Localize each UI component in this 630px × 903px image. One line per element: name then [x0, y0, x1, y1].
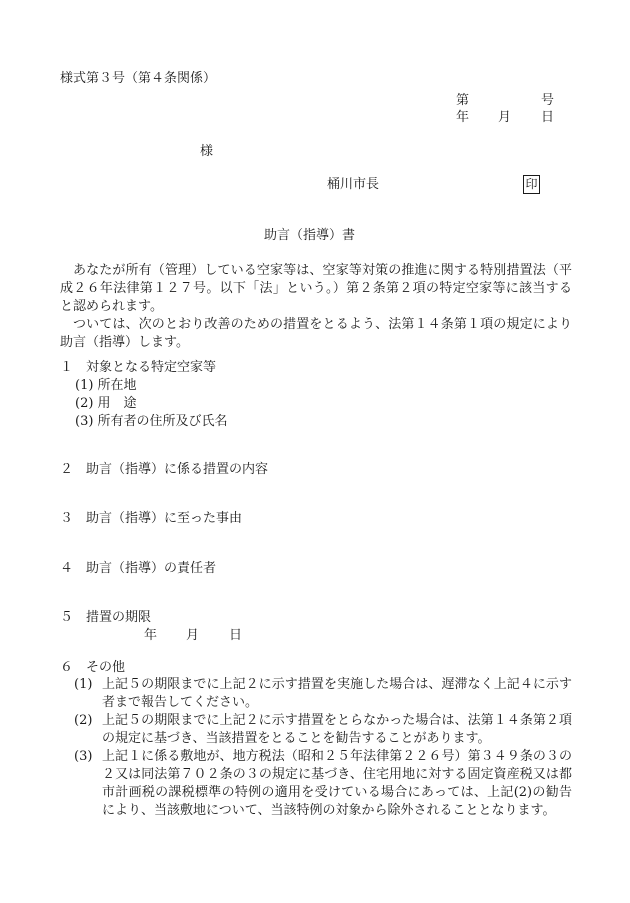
item-text: 上記５の期限までに上記２に示す措置を実施した場合は、遅滞なく上記４に示す者まで報告してください。	[102, 677, 572, 710]
issue-year-label: 年	[456, 110, 470, 125]
section-3-heading: ３ 助言（指導）に至った事由	[60, 511, 243, 526]
issue-number-prefix: 第	[456, 93, 470, 108]
section-6-item-2	[74, 712, 572, 748]
section-6-item-1	[74, 676, 572, 712]
issue-day-label: 日	[541, 110, 555, 125]
item-text: 上記１に係る敷地が、地方税法（昭和２５年法律第２２６号）第３４９条の３の２又は同法第７０２条の３の規定に基づき、住宅用地に対する固定資産税又は都市計画税の課税標準の特例の適用を受けている場合にあっては、上記(2)の勧告により、当該敷地について、当該特例の対象から除外されることとなります。	[102, 749, 572, 818]
issue-month-label: 月	[498, 110, 512, 125]
seal-mark: 印	[523, 175, 540, 194]
addressee-honorific: 様	[200, 144, 214, 159]
document-title: 助言（指導）書	[264, 228, 356, 243]
form-header: 様式第３号（第４条関係）	[60, 71, 217, 86]
section-5-heading: ５ 措置の期限	[60, 610, 152, 625]
section-6-heading: ６ その他	[60, 660, 126, 675]
section-6-item-3	[74, 748, 572, 820]
body-paragraph-1: あなたが所有（管理）している空家等は、空家等対策の推進に関する特別措置法（平成２６年法律第１２７号。以下「法」という。）第２条第２項の特定空家等に該当すると認められます。	[60, 263, 572, 314]
issuer-name: 桶川市長	[327, 177, 380, 192]
section-2-heading: ２ 助言（指導）に係る措置の内容	[60, 462, 269, 477]
deadline-day-label: 日	[229, 628, 243, 643]
deadline-month-label: 月	[186, 628, 200, 643]
section-4-heading: ４ 助言（指導）の責任者	[60, 561, 217, 576]
deadline-year-label: 年	[144, 628, 158, 643]
section-1-item: (3) 所有者の住所及び氏名	[75, 414, 228, 429]
item-text: 上記５の期限までに上記２に示す措置をとらなかった場合は、法第１４条第２項の規定に基づき、当該措置をとることを勧告することがあります。	[102, 713, 572, 746]
section-1-heading: １ 対象となる特定空家等	[60, 360, 217, 375]
section-1-item: (1) 所在地	[75, 378, 137, 393]
body-paragraph-2: ついては、次のとおり改善のための措置をとるよう、法第１４条第１項の規定により助言（指導）します。	[60, 317, 572, 350]
item-number: (2)	[74, 713, 93, 728]
item-number: (3)	[74, 749, 93, 764]
section-1-item: (2) 用 途	[75, 396, 137, 411]
item-number: (1)	[74, 677, 93, 692]
issue-number-suffix: 号	[541, 93, 555, 108]
